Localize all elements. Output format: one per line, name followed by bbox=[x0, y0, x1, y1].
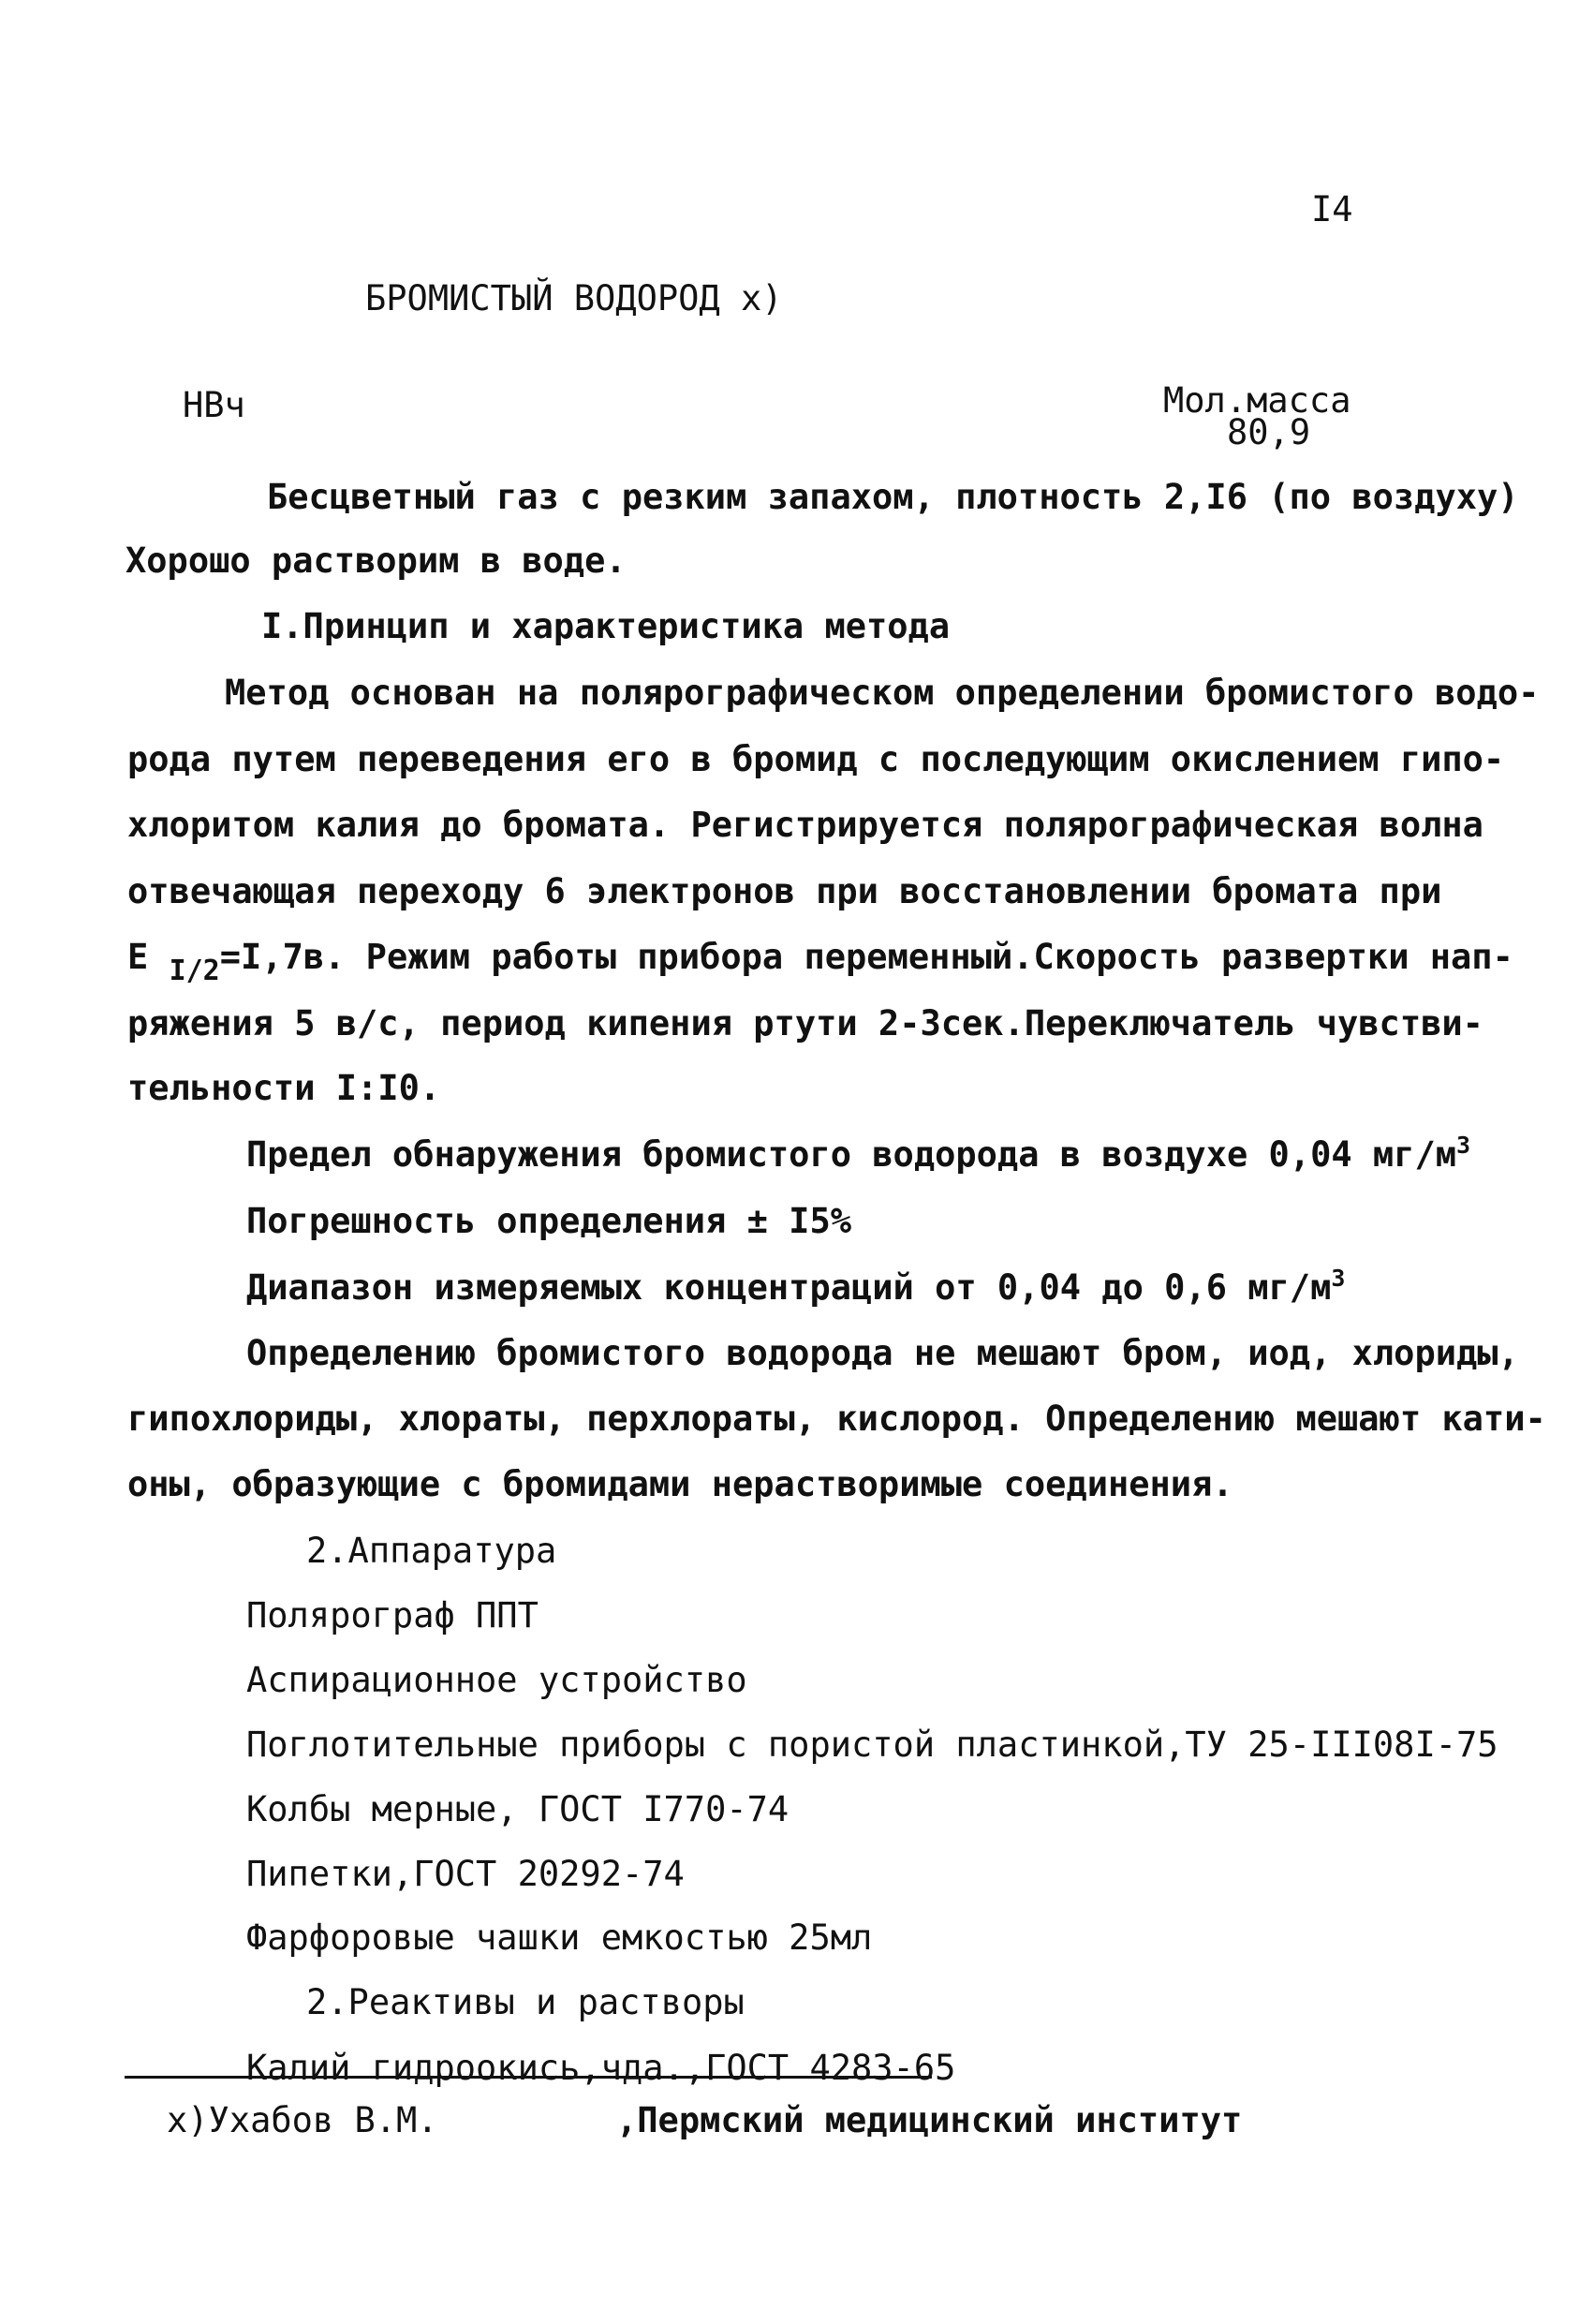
measurement-range bbox=[246, 1267, 1345, 1312]
section-3-heading: 2.Реактивы и растворы bbox=[306, 1982, 745, 2022]
page-title: БРОМИСТЫЙ ВОДОРОД х) bbox=[365, 278, 783, 318]
detection-limit-exponent: 3 bbox=[1456, 1132, 1471, 1159]
equipment-item-5: Пипетки,ГОСТ 20292-74 bbox=[246, 1854, 685, 1894]
method-line-5 bbox=[127, 937, 1513, 987]
measurement-error: Погрешность определения ± I5% bbox=[246, 1201, 852, 1241]
method-line-1: Метод основан на полярографическом определении бромистого водо- bbox=[225, 673, 1540, 713]
equipment-item-4: Колбы мерные, ГОСТ I770-74 bbox=[246, 1789, 790, 1829]
method-line-6: ряжения 5 в/с, период кипения ртути 2-3сек.Переключатель чувстви- bbox=[127, 1003, 1483, 1044]
interference-line-3: оны, образующие с бромидами нерастворимые соединения. bbox=[127, 1464, 1233, 1504]
detection-limit-text: Предел обнаружения бромистого водорода в воздухе 0,04 мг/м bbox=[246, 1134, 1457, 1175]
section-1-heading: I.Принцип и характеристика метода bbox=[261, 606, 951, 646]
e-half-suffix: =I,7в. Режим работы прибора переменный.Скорость развертки нап- bbox=[219, 937, 1513, 977]
method-line-4: отвечающая переходу 6 электронов при восстановлении бромата при bbox=[127, 871, 1442, 911]
equipment-item-6: Фарфоровые чашки емкостью 25мл bbox=[246, 1917, 873, 1958]
e-half-prefix: Е bbox=[127, 937, 170, 977]
footnote-divider bbox=[125, 2076, 932, 2079]
footnote-institution: ,Пермский медицинский институт bbox=[616, 2100, 1243, 2140]
intro-line-1: Бесцветный газ с резким запахом, плотность 2,I6 (по воздуху) bbox=[267, 477, 1519, 517]
chemical-formula: НВч bbox=[183, 385, 245, 425]
interference-line-1: Определению бромистого водорода не мешают бром, иод, хлориды, bbox=[246, 1333, 1519, 1373]
method-line-3: хлоритом калия до бромата. Регистрируется полярографическая волна bbox=[127, 805, 1483, 845]
method-line-7: тельности I:I0. bbox=[127, 1068, 441, 1108]
reagent-item-1: Калий гидроокись,чда.,ГОСТ 4283-65 bbox=[246, 2048, 956, 2088]
mol-mass-value: 80,9 bbox=[1227, 412, 1311, 452]
page-number: I4 bbox=[1311, 189, 1353, 229]
measurement-range-exponent: 3 bbox=[1331, 1265, 1346, 1292]
equipment-item-2: Аспирационное устройство bbox=[246, 1660, 747, 1700]
section-2-heading: 2.Аппаратура bbox=[306, 1531, 557, 1571]
footnote-author: х)Ухабов В.М. bbox=[167, 2100, 438, 2140]
intro-line-2: Хорошо растворим в воде. bbox=[125, 540, 627, 581]
equipment-item-1: Полярограф ППТ bbox=[246, 1595, 539, 1636]
mol-mass-label: Мол.масса bbox=[1163, 380, 1351, 421]
detection-limit bbox=[246, 1134, 1470, 1179]
interference-line-2: гипохлориды, хлораты, перхлораты, кислород. Определению мешают кати- bbox=[127, 1399, 1546, 1439]
equipment-item-3: Поглотительные приборы с пористой пластинкой,ТУ 25-III08I-75 bbox=[246, 1724, 1498, 1765]
measurement-range-text: Диапазон измеряемых концентраций от 0,04 до 0,6 мг/м bbox=[246, 1267, 1332, 1308]
method-line-2: рода путем переведения его в бромид с последующим окислением гипо- bbox=[127, 739, 1505, 779]
e-half-subscript: I/2 bbox=[169, 955, 220, 987]
